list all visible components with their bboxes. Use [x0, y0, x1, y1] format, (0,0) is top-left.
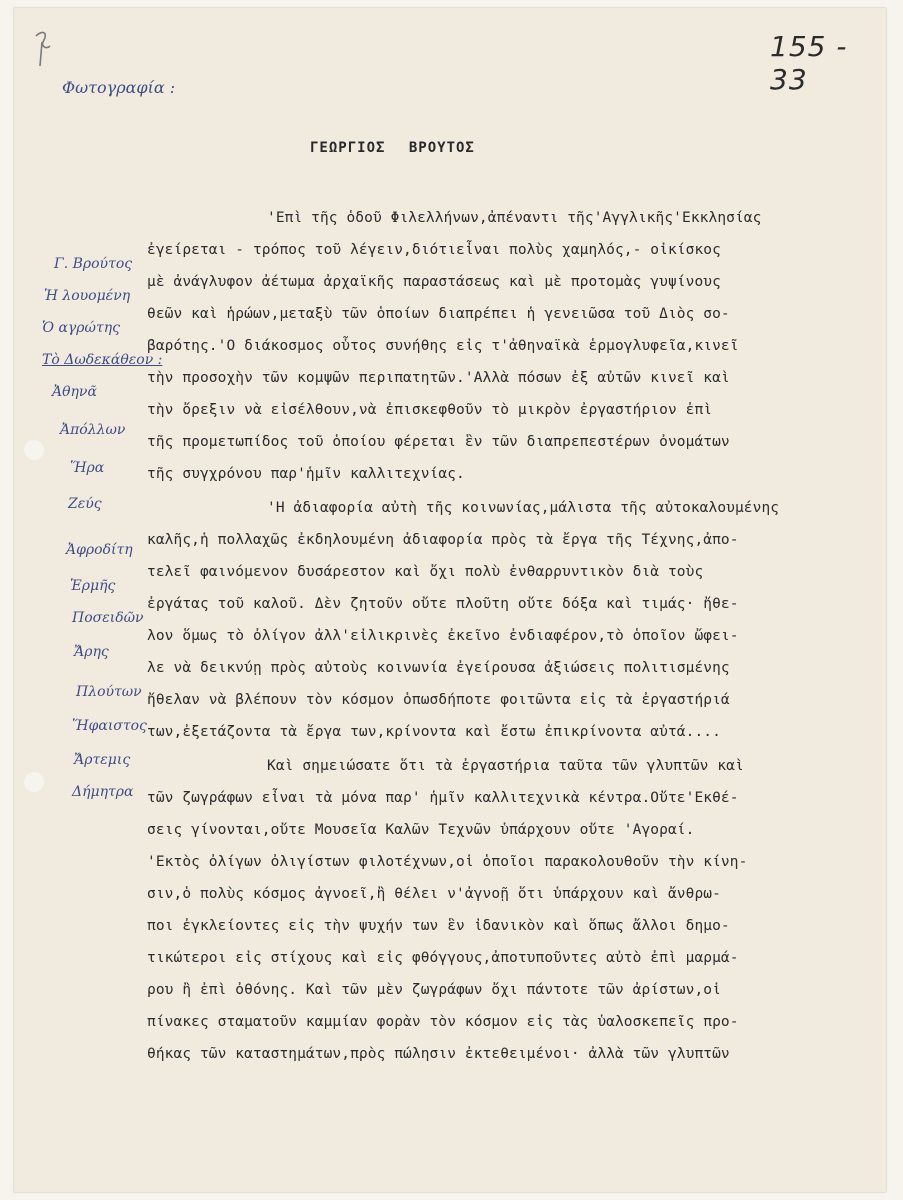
text-line: τῶν ζωγράφων εἶναι τὰ μόνα παρ' ἡμῖν καλλιτεχνικὰ κέντρα.Οὔτε'Εκθέ- [147, 790, 739, 806]
margin-note: Ἀπόλλων [60, 422, 126, 438]
text-line: 'Η ἀδιαφορία αὐτὴ τῆς κοινωνίας,μάλιστα τῆς αὐτοκαλουμένης [267, 500, 780, 516]
margin-note: Ἥρα [70, 460, 105, 476]
text-line: των,ἐξετάζοντα τὰ ἔργα των,κρίνοντα καὶ ἔστω ἐπικρίνοντα αὐτά.... [147, 724, 721, 740]
text-line: ἐργάτας τοῦ καλοῦ. Δὲν ζητοῦν οὔτε πλοῦτη οὔτε δόξα καὶ τιμάς· ἤθε- [147, 596, 739, 612]
punch-hole [24, 440, 44, 460]
text-line: τῆς προμετωπίδος τοῦ ὁποίου φέρεται ἓν τῶν διαπρεπεστέρων ὀνομάτων [147, 434, 730, 450]
text-line: τῆς συγχρόνου παρ'ἡμῖν καλλιτεχνίας. [147, 466, 465, 482]
text-line: σιν,ὁ πολὺς κόσμος ἀγνοεῖ,ἢ θέλει ν'ἀγνοῇ ὅτι ὑπάρχουν καὶ ἄνθρω- [147, 886, 721, 902]
margin-note: Δήμητρα [72, 784, 134, 800]
text-line: τὴν προσοχὴν τῶν κομψῶν περιπατητῶν.'Αλλὰ πόσων ἐξ αὐτῶν κινεῖ καὶ [147, 370, 730, 386]
text-line: τελεῖ φαινόμενον δυσάρεστον καὶ ὄχι πολὺ ἐνθαρρυντικὸν διὰ τοὺς [147, 564, 704, 580]
text-line: λε νὰ δεικνύῃ πρὸς αὐτοὺς κοινωνία ἐγείρουσα ἀξιώσεις πολιτισμένης [147, 660, 730, 676]
text-line: Καὶ σημειώσατε ὅτι τὰ ἐργαστήρια ταῦτα τῶν γλυπτῶν καὶ [267, 758, 744, 774]
text-line: ἐγείρεται - τρόπος τοῦ λέγειν,διότιεἶναι πολὺς χαμηλός,- οἰκίσκος [147, 242, 721, 258]
text-line: ἤθελαν νὰ βλέπουν τὸν κόσμον ὁπωσδήποτε φοιτῶντα εἰς τὰ ἐργαστήριά [147, 692, 730, 708]
text-line: σεις γίνονται,οὔτε Μουσεῖα Καλῶν Τεχνῶν ὑπάρχουν οὔτε 'Αγοραί. [147, 822, 695, 838]
photo-label: Φωτογραφία : [62, 78, 176, 97]
text-line: πίνακες σταματοῦν καμμίαν φορὰν τὸν κόσμον εἰς τὰς ὑαλοσκεπεῖς προ- [147, 1014, 739, 1030]
text-line: βαρότης.'Ο διάκοσμος οὗτος συνήθης εἰς τ'ἀθηναϊκὰ ἑρμογλυφεῖα,κινεῖ [147, 338, 739, 354]
margin-note: Ποσειδῶν [72, 610, 144, 626]
document-title: ΓΕΩΡΓΙΟΣ ΒΡΟΥΤΟΣ [310, 140, 475, 156]
text-line: καλῆς,ἡ πολλαχῶς ἐκδηλουμένη ἀδιαφορία πρὸς τὰ ἔργα τῆς Τέχνης,ἀπο- [147, 532, 739, 548]
margin-note: Ζεύς [68, 496, 102, 512]
document-page [14, 8, 886, 1192]
margin-note: Ὁ αγρώτης [42, 320, 120, 336]
text-line: 'Εκτὸς ὀλίγων ὀλιγίστων φιλοτέχνων,οἱ ὁποῖοι παρακολουθοῦν τὴν κίνη- [147, 854, 748, 870]
text-line: μὲ ἀνάγλυφον ἀέτωμα ἀρχαϊκῆς παραστάσεως καὶ μὲ προτομὰς γυψίνους [147, 274, 721, 290]
text-line: τὴν ὄρεξιν νὰ εἰσέλθουν,νὰ ἐπισκεφθοῦν τὸ μικρὸν ἐργαστήριον ἐπὶ [147, 402, 713, 418]
margin-note: Ἀφροδίτη [66, 542, 133, 558]
text-line: ρου ἢ ἐπὶ ὀθόνης. Καὶ τῶν μὲν ζωγράφων ὄχι πάντοτε τῶν ἀρίστων,οἱ [147, 982, 721, 998]
archive-reference: 155 - 33 [770, 30, 848, 96]
margin-note: Ἡ λουομένη [44, 288, 131, 304]
text-line: 'Επὶ τῆς ὁδοῦ Φιλελλήνων,ἀπέναντι τῆς'Αγγλικῆς'Εκκλησίας [267, 210, 762, 226]
margin-note: Ἄρης [74, 644, 109, 660]
text-line: θήκας τῶν καταστημάτων,πρὸς πώλησιν ἐκτεθειμένοι· ἀλλὰ τῶν γλυπτῶν [147, 1046, 730, 1062]
margin-note: Πλούτων [76, 684, 142, 700]
text-line: λον ὅμως τὸ ὀλίγον ἀλλ'εἰλικρινὲς ἐκεῖνο ἐνδιαφέρον,τὸ ὁποῖον ὤφει- [147, 628, 739, 644]
margin-note: Τὸ Δωδεκάθεον : [42, 352, 163, 368]
margin-note: Ἥφαιστος [72, 718, 147, 734]
margin-note: Ἀθηνᾶ [52, 384, 97, 400]
text-line: τικώτεροι εἰς στίχους καὶ εἰς φθόγγους,ἀποτυποῦντες αὐτὸ ἐπὶ μαρμά- [147, 950, 739, 966]
text-line: θεῶν καὶ ἡρώων,μεταξὺ τῶν ὁποίων διαπρέπει ἡ γενειῶσα τοῦ Διὸς σο- [147, 306, 730, 322]
text-line: ποι ἐγκλείοντες εἰς τὴν ψυχήν των ἓν ἰδανικὸν καὶ ὅπως ἄλλοι δημο- [147, 918, 730, 934]
margin-note: Ἑρμῆς [70, 578, 116, 594]
margin-note: Γ. Βρούτος [54, 256, 133, 272]
pencil-mark [32, 26, 54, 70]
punch-hole [24, 772, 44, 792]
margin-note: Ἄρτεμις [74, 752, 131, 768]
